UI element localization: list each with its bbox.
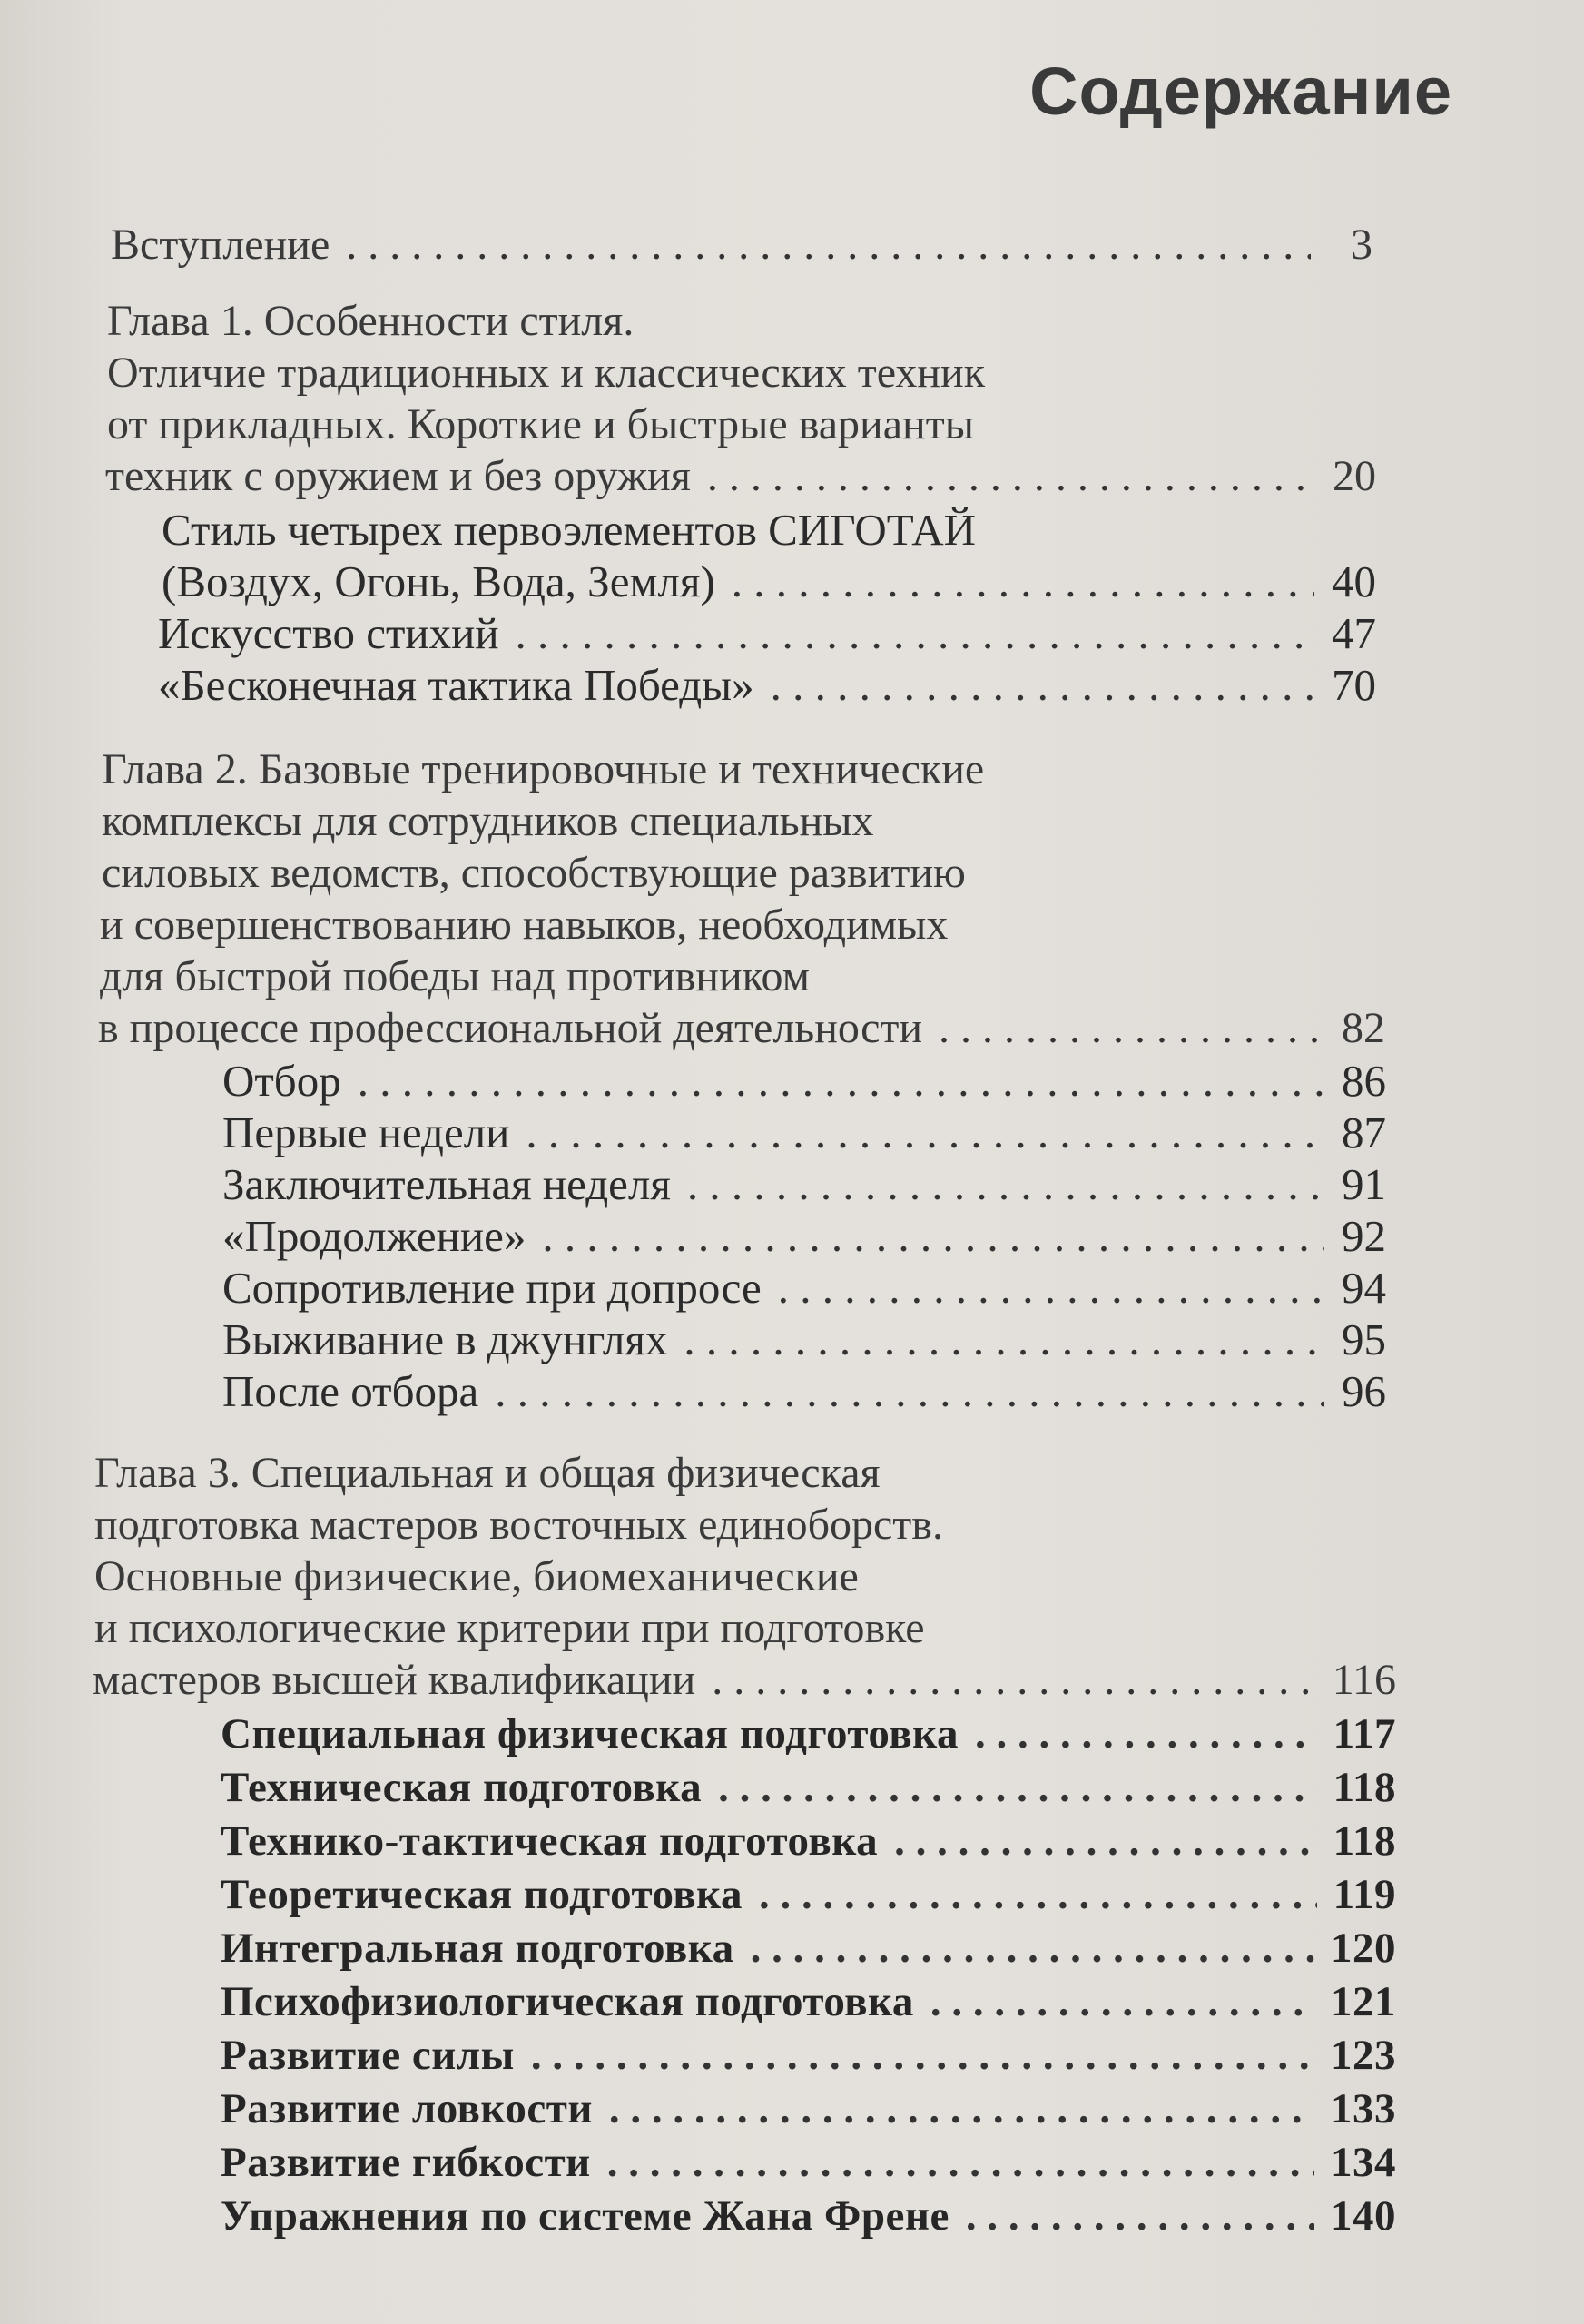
chapter3-line: Основные физические, биомеханические [94,1552,859,1600]
dot-leader [732,556,1314,607]
toc-entry: «Продолжение» . . . 92 [222,1211,1386,1262]
toc-entry: После отбора . . . 96 [222,1366,1386,1417]
dot-leader [778,1263,1324,1314]
dot-leader [607,2137,1314,2188]
toc-entry: Развитие гибкости . . . 134 [221,2137,1396,2188]
dot-leader [609,2083,1314,2134]
dot-leader [718,1762,1316,1813]
toc-entry: (Воздух, Огонь, Вода, Земля) . . . 40 [162,556,1376,607]
dot-leader [930,1976,1314,2027]
dot-leader [684,1315,1324,1365]
toc-entry: Интегральная подготовка . . . 120 [221,1923,1396,1974]
chapter1-line: от прикладных. Короткие и быстрые варианты [107,400,974,448]
toc-entry: Техническая подготовка . . . 118 [221,1762,1396,1813]
toc-entry: Развитие силы . . . 123 [221,2030,1396,2081]
entry-page: 20 [1333,452,1376,500]
toc-entry: Психофизиологическая подготовка . . . 121 [221,1976,1396,2027]
toc-entry: Теоретическая подготовка . . . 119 [221,1869,1396,1920]
dot-leader [542,1211,1324,1262]
toc-entry: Выживание в джунглях . . . 95 [222,1315,1386,1365]
chapter2-line: Глава 2. Базовые тренировочные и технические [102,745,985,793]
toc-entry: «Бесконечная тактика Победы» . . . 70 [158,660,1376,711]
toc-entry: Отбор . . . 86 [222,1056,1386,1107]
chapter1-line: Глава 1. Особенности стиля. [107,297,635,345]
dot-leader [966,2191,1314,2241]
dot-leader [516,608,1314,659]
toc-entry: Развитие ловкости . . . 133 [221,2083,1396,2134]
chapter2-line: силовых ведомств, способствующие развитию [102,849,966,897]
dot-leader [358,1056,1324,1107]
toc-entry: Технико-тактическая подготовка . . . 118 [221,1816,1396,1866]
chapter3-line: Глава 3. Специальная и общая физическая [94,1449,881,1497]
chapter3-line: подготовка мастеров восточных единоборств. [94,1501,943,1549]
toc-entry-chapter1: техник с оружием и без оружия . . . 20 [105,451,1376,502]
dot-leader [707,451,1314,502]
dot-leader [531,2030,1314,2081]
toc-entry: Первые недели . . . 87 [222,1108,1386,1158]
dot-leader [495,1366,1324,1417]
toc-entry: Искусство стихий . . . 47 [158,608,1376,659]
dot-leader [939,1003,1323,1054]
page-title: Содержание [1029,54,1452,129]
entry-page: 3 [1351,221,1372,269]
dot-leader [346,220,1311,271]
chapter3-line: и психологические критерии при подготовке [94,1604,925,1652]
dot-leader [526,1108,1324,1158]
dot-leader [751,1923,1314,1974]
dot-leader [687,1159,1324,1210]
chapter1-line: Отличие традиционных и классических техник [107,349,986,397]
dot-leader [759,1869,1317,1920]
dot-leader [771,660,1314,711]
chapter2-line: и совершенствованию навыков, необходимых [100,901,949,949]
toc-entry-chapter2: в процессе профессиональной деятельности . . . 82 [98,1003,1385,1054]
chapter2-line: комплексы для сотрудников специальных [102,797,874,845]
toc-entry: Стиль четырех первоэлементов СИГОТАЙ [162,505,976,555]
entry-text: Вступление [111,221,330,269]
toc-entry: Сопротивление при допросе . . . 94 [222,1263,1386,1314]
dot-leader [975,1709,1317,1759]
toc-entry-intro [111,220,1372,271]
dot-leader [712,1655,1316,1706]
dot-leader [894,1816,1316,1866]
chapter2-line: для быстрой победы над противником [100,952,811,1000]
toc-entry: Специальная физическая подготовка . . . 117 [221,1709,1396,1759]
toc-entry-chapter3: мастеров высшей квалификации . . . 116 [93,1655,1396,1706]
toc-entry: Упражнения по системе Жана Френе . . . 140 [221,2191,1396,2241]
toc-entry: Заключительная неделя . . . 91 [222,1159,1386,1210]
